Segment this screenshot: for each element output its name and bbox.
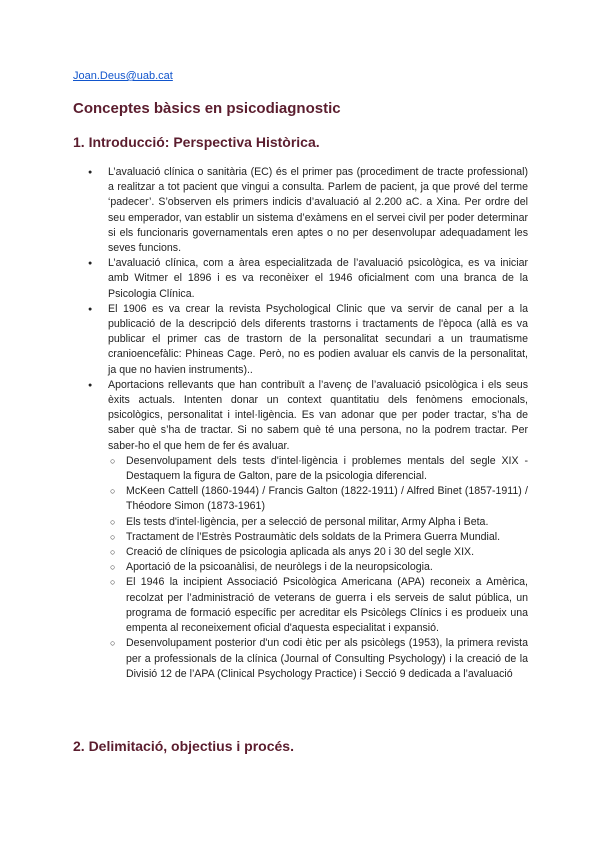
sub-list-item: ○ Aportació de la psicoanàlisi, de neuròlegs i de la neuropsicologia. (108, 560, 528, 575)
sub-list-item: ○ Els tests d'intel·ligència, per a selecció de personal militar, Army Alpha i Beta. (108, 515, 528, 530)
sub-list-item: ○ Creació de clíniques de psicologia aplicada als anys 20 i 30 del segle XIX. (108, 545, 528, 560)
sub-list-item: ○ Tractament de l’Estrès Postraumàtic dels soldats de la Primera Guerra Mundial. (108, 530, 528, 545)
section-heading-delimitation: 2. Delimitació, objectius i procés. (73, 738, 294, 754)
sub-bullet-list (108, 454, 528, 682)
list-item: ● El 1906 es va crear la revista Psychological Clinic que va servir de canal per a la publicació de la descripció dels diferents trastorns i tractaments de l'època (allà es va publicar el primer cas de trastorn de la personalitat secundari a un traumatisme cranioencefàlic: Phineas Cage. Però, no es podien avaluar els canvis de la personalitat, ja que no havien instruments).. (86, 302, 528, 378)
section-heading-introduction: 1. Introducció: Perspectiva Històrica. (73, 134, 320, 150)
list-item-text: Aportacions rellevants que han contribuït a l’avenç de l’avaluació psicològica i els seus èxits actuals. Intenten donar un context quantitatiu dels fenòmens emocionals, psicològics, personalitat i intel·ligència. Es van adonar que per poder tractar, s’ha de saber què s’ha de tractar. Si no sabem què té una persona, no la podrem tractar. Per saber-ho el que hem de fer és avaluar. (108, 378, 528, 452)
sub-list-item: ○ McKeen Cattell (1860-1944) / Francis Galton (1822-1911) / Alfred Binet (1857-1911) / Théodore Simon (1873-1961) (108, 484, 528, 514)
sub-list-item: ○ Desenvolupament dels tests d'intel·ligència i problemes mentals del segle XIX - Destaquem la figura de Galton, pare de la psicologia diferencial. (108, 454, 528, 484)
list-item: ● L’avaluació clínica, com a àrea especialitzada de l’avaluació psicològica, es va iniciar amb Witmer el 1896 i es va reconèixer el 1946 oficialment com una branca de la Psicologia Clínica. (86, 256, 528, 302)
sub-list-item: ○ El 1946 la incipient Associació Psicològica Americana (APA) reconeix a Amèrica, recolzat per l’administració de veterans de guerra i els serveis de salut pública, un programa de formació específic per acreditar els Psicòlegs Clínics i es produeix una empenta al reconeixement oficial d'aquesta especialitat i expansió. (108, 575, 528, 636)
document-title: Conceptes bàsics en psicodiagnostic (73, 100, 341, 117)
list-item (86, 378, 528, 682)
author-email-link[interactable]: Joan.Deus@uab.cat (73, 70, 173, 82)
bullet-list (86, 165, 528, 682)
list-item: ● L’avaluació clínica o sanitària (EC) és el primer pas (procediment de tracte professional) a realitzar a tot pacient que vingui a consulta. Parlem de pacient, ja que prové del terme ‘padecer’. S’observen els primers indicis d’avaluació al 2.200 aC. a Xina. Per ordre del seu emperador, van establir un sistema d’exàmens en el servei civil per poder determinar si els funcionaris governamentals eren aptes o no per desenvolupar adequadament les seves funcions. (86, 165, 528, 256)
sub-list-item: ○ Desenvolupament posterior d'un codi ètic per als psicòlegs (1953), la primera revista per a professionals de la clínica (Journal of Consulting Psychology) i la creació de la Divisió 12 de l’APA (Clinical Psychology Practice) i Secció 9 dedicada a l’avaluació (108, 636, 528, 682)
